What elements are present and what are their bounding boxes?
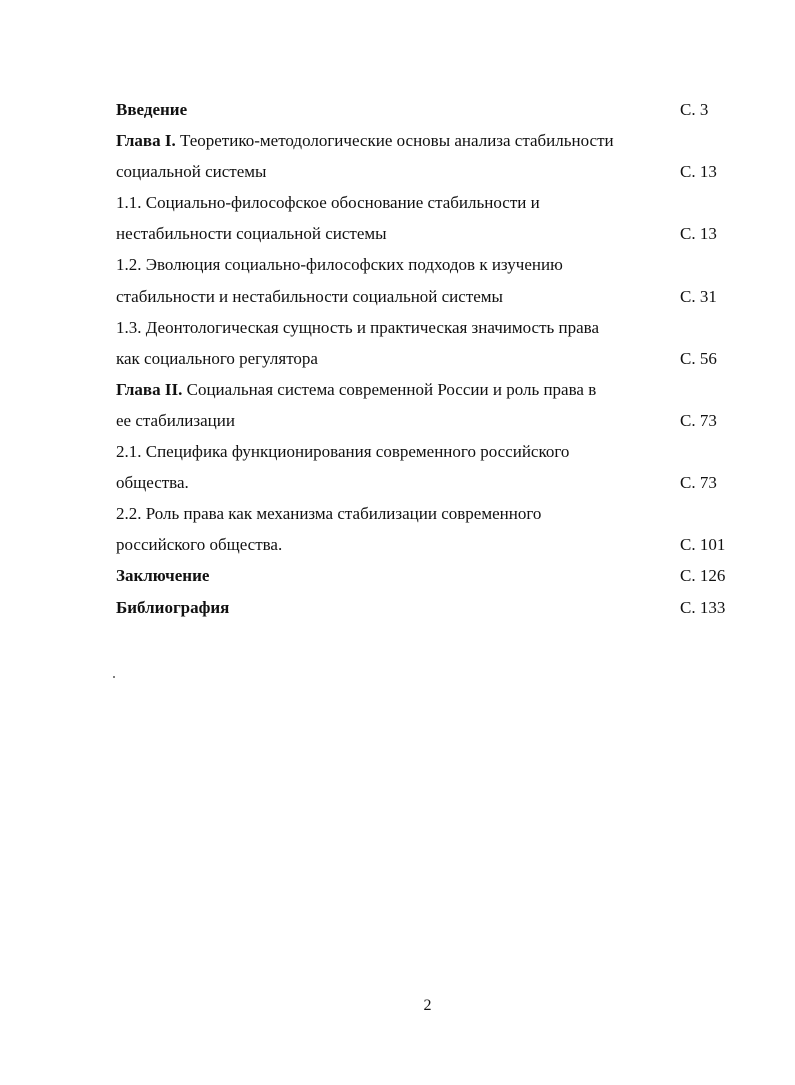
toc-entry-section-1-3 bbox=[116, 312, 732, 343]
toc-entry-title-cont: социальной системы bbox=[116, 162, 267, 182]
toc-entry-intro bbox=[116, 94, 732, 125]
toc-entry-conclusion bbox=[116, 560, 732, 591]
toc-entry-section-1-2 bbox=[116, 249, 732, 280]
toc-entry-page: С. 31 bbox=[680, 286, 717, 306]
toc-entry-page: С. 13 bbox=[680, 224, 717, 244]
toc-entry-chapter-1-cont bbox=[116, 156, 732, 187]
toc-entry-title: 2.2. Роль права как механизма стабилизации современного bbox=[116, 504, 542, 524]
toc-entry-chapter-1 bbox=[116, 125, 732, 156]
toc-entry-page: С. 73 bbox=[680, 473, 717, 493]
toc-entry-title-cont: стабильности и нестабильности социальной системы bbox=[116, 286, 503, 306]
toc-entry-section-1-1 bbox=[116, 187, 732, 218]
toc-entry-bibliography bbox=[116, 592, 732, 623]
toc-entry-title: 1.2. Эволюция социально-философских подходов к изучению bbox=[116, 255, 563, 275]
toc-entry-title: 1.3. Деонтологическая сущность и практическая значимость права bbox=[116, 317, 600, 337]
toc-entry-section-2-1 bbox=[116, 436, 732, 467]
toc-entry-page: С. 133 bbox=[680, 597, 726, 617]
toc-entry-page: С. 3 bbox=[680, 100, 709, 119]
chapter-label: Глава I. bbox=[116, 131, 176, 151]
toc-entry-page: С. 13 bbox=[680, 162, 717, 182]
toc-entry-title-cont: российского общества. bbox=[116, 535, 283, 555]
toc-entry-title: Введение bbox=[116, 100, 188, 119]
toc-entry-title: 2.1. Специфика функционирования современного российского bbox=[116, 442, 570, 462]
toc-entry-title: Теоретико-методологические основы анализа стабильности bbox=[179, 131, 614, 151]
toc-entry-section-1-3-cont bbox=[116, 343, 732, 374]
toc-entry-section-2-2-cont bbox=[116, 529, 732, 560]
toc-entry-title: Социальная система современной России и роль права в bbox=[186, 379, 597, 399]
toc-entry-chapter-2-cont bbox=[116, 405, 732, 436]
toc-entry-title-cont: общества. bbox=[116, 473, 189, 493]
toc-entry-title: 1.1. Социально-философское обоснование стабильности и bbox=[116, 193, 540, 213]
table-of-contents bbox=[116, 94, 732, 623]
toc-entry-page: С. 73 bbox=[680, 410, 717, 430]
toc-entry-page: С. 126 bbox=[680, 566, 726, 586]
toc-entry-title-cont: как социального регулятора bbox=[116, 348, 318, 368]
toc-entry-title-cont: нестабильности социальной системы bbox=[116, 224, 387, 244]
scan-speck bbox=[113, 676, 115, 678]
toc-entry-section-1-2-cont bbox=[116, 281, 732, 312]
chapter-label: Глава II. bbox=[116, 379, 183, 399]
toc-entry-page: С. 101 bbox=[680, 535, 726, 555]
page-number: 2 bbox=[423, 997, 432, 1014]
toc-entry-section-1-1-cont bbox=[116, 218, 732, 249]
toc-entry-section-2-2 bbox=[116, 498, 732, 529]
toc-entry-title: Заключение bbox=[116, 566, 210, 586]
toc-entry-section-2-1-cont bbox=[116, 467, 732, 498]
toc-entry-title: Библиография bbox=[116, 597, 230, 617]
toc-entry-chapter-2 bbox=[116, 374, 732, 405]
toc-entry-page: С. 56 bbox=[680, 348, 717, 368]
toc-entry-title-cont: ее стабилизации bbox=[116, 410, 235, 430]
